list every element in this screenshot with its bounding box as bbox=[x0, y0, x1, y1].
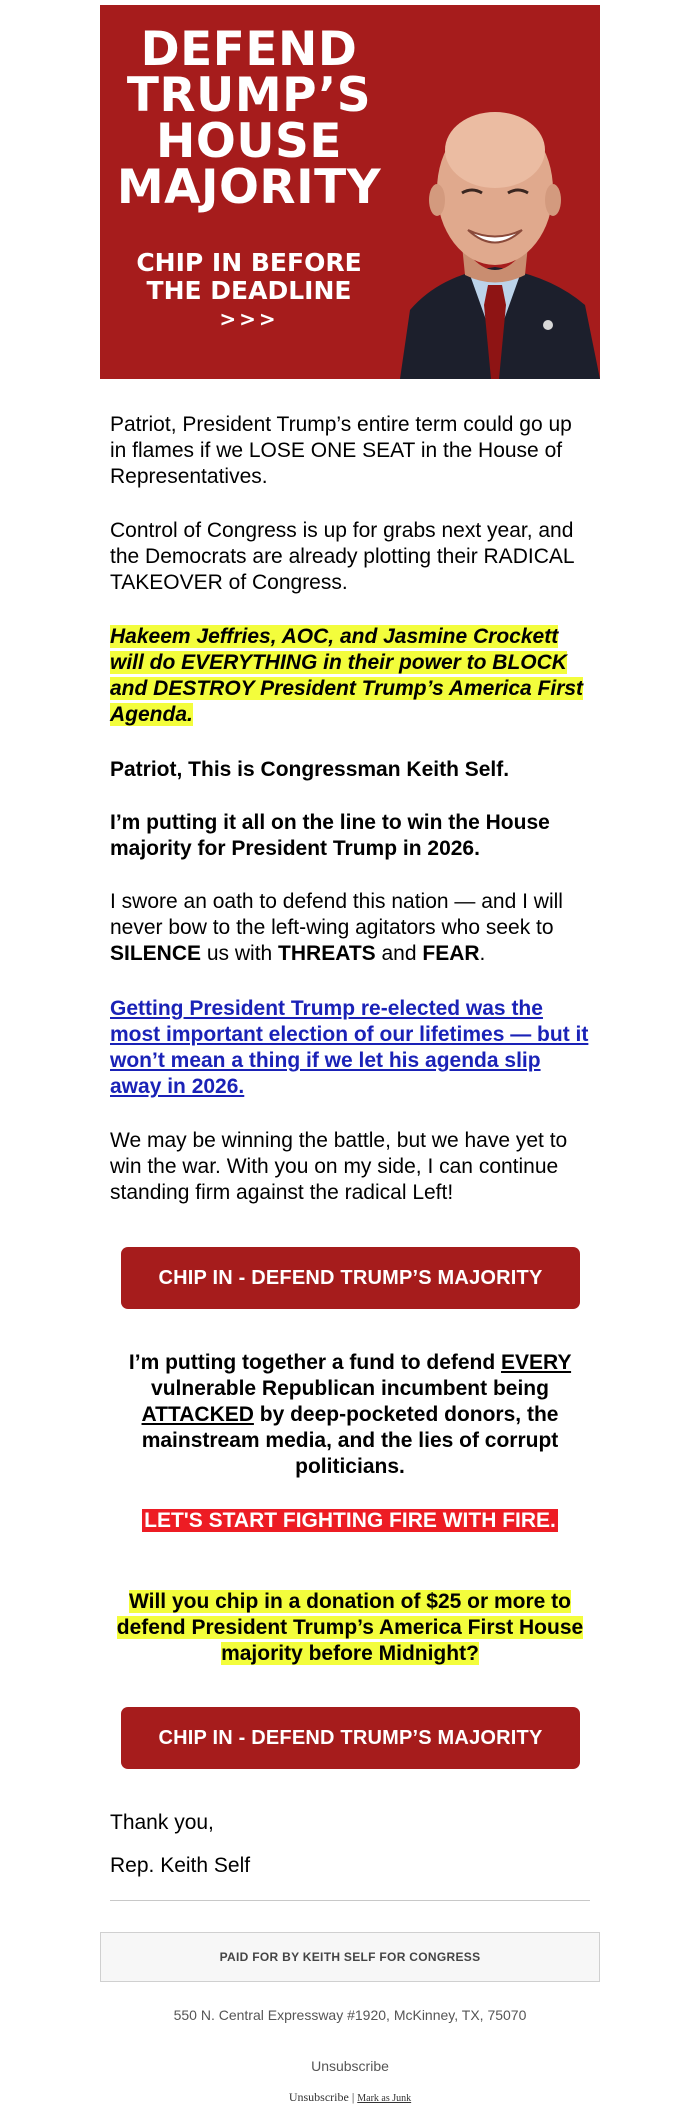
oath-text: I swore an oath to defend this nation — and I will never bow to the left-wing agitators who seek to bbox=[110, 890, 563, 939]
footer-separator: | bbox=[351, 2090, 355, 2104]
chip-in-button[interactable]: CHIP IN - DEFEND TRUMP’S MAJORITY bbox=[121, 1247, 580, 1309]
banner-subtitle bbox=[114, 249, 384, 305]
unsubscribe-link[interactable]: Unsubscribe bbox=[311, 2058, 389, 2074]
donation-ask bbox=[110, 1589, 590, 1667]
battle-paragraph: We may be winning the battle, but we have yet to win the war. With you on my side, I can continue standing firm against the radical Left! bbox=[110, 1129, 568, 1204]
hero-banner[interactable] bbox=[100, 5, 600, 379]
fight-text: LET'S START FIGHTING FIRE WITH FIRE. bbox=[144, 1509, 556, 1532]
oath-text: us with bbox=[201, 942, 279, 965]
banner-headline-line: DEFEND bbox=[140, 22, 358, 77]
introduction-line: Patriot, This is Congressman Keith Self. bbox=[110, 758, 510, 781]
congress-paragraph: Control of Congress is up for grabs next year, and the Democrats are already plotting their RADICAL TAKEOVER of Congress. bbox=[110, 519, 574, 594]
chip-in-button-2[interactable]: CHIP IN - DEFEND TRUMP’S MAJORITY bbox=[121, 1707, 580, 1769]
mailing-address: 550 N. Central Expressway #1920, McKinney, TX, 75070 bbox=[173, 2007, 527, 2023]
oath-emphasis: THREATS bbox=[278, 942, 376, 965]
oath-text: and bbox=[375, 942, 423, 965]
signoff-thanks: Thank you, bbox=[110, 1811, 214, 1834]
fund-text: I’m putting together a fund to defend bbox=[128, 1351, 502, 1374]
oath-emphasis: SILENCE bbox=[110, 942, 202, 965]
divider bbox=[110, 1900, 590, 1901]
banner-sub-line: THE DEADLINE bbox=[146, 276, 352, 305]
donation-ask-text: Will you chip in a donation of $25 or more to defend President Trump’s America First House majority before Midnight? bbox=[116, 1590, 584, 1665]
fight-banner bbox=[110, 1508, 590, 1534]
mark-as-junk-link[interactable]: Mark as Junk bbox=[357, 2093, 412, 2104]
oath-emphasis: FEAR bbox=[422, 942, 480, 965]
donate-link[interactable]: Getting President Trump re-elected was the most important election of our lifetimes — but it won’t mean a thing if we let his agenda slip away in 2026. bbox=[110, 997, 589, 1098]
footer-links bbox=[0, 2090, 700, 2105]
paragraph bbox=[110, 810, 590, 862]
paragraph bbox=[110, 412, 590, 490]
banner-headline-line: HOUSE bbox=[156, 114, 342, 169]
fund-paragraph bbox=[110, 1350, 590, 1480]
fund-text: vulnerable Republican incumbent being bbox=[151, 1377, 549, 1400]
fund-emphasis: ATTACKED bbox=[141, 1403, 254, 1426]
banner-arrows: >>> bbox=[219, 307, 279, 331]
paragraph bbox=[110, 1128, 590, 1206]
fund-text: by deep-pocketed donors, the mainstream media, and the lies of corrupt politicians. bbox=[141, 1403, 559, 1478]
paragraph bbox=[110, 996, 590, 1100]
unsubscribe-link-secondary[interactable]: Unsubscribe bbox=[288, 2090, 349, 2104]
banner-sub-line: CHIP IN BEFORE bbox=[136, 248, 362, 277]
signoff-name: Rep. Keith Self bbox=[110, 1854, 251, 1877]
fund-emphasis: EVERY bbox=[501, 1351, 572, 1374]
highlight-text: Hakeem Jeffries, AOC, and Jasmine Crockett will do EVERYTHING in their power to BLOCK and DESTROY President Trump’s America First Agenda. bbox=[110, 625, 584, 726]
candidate-portrait bbox=[400, 95, 600, 379]
paid-for-disclaimer: PAID FOR BY KEITH SELF FOR CONGRESS bbox=[100, 1932, 600, 1982]
paragraph bbox=[110, 889, 590, 967]
highlighted-paragraph bbox=[110, 624, 590, 728]
commitment-paragraph: I’m putting it all on the line to win the House majority for President Trump in 2026. bbox=[110, 811, 550, 860]
banner-headline bbox=[114, 22, 384, 215]
paragraph bbox=[110, 624, 590, 728]
banner-headline-line: TRUMP’S bbox=[126, 68, 372, 123]
banner-headline-line: MAJORITY bbox=[116, 160, 382, 215]
oath-text: . bbox=[479, 942, 486, 965]
paragraph bbox=[110, 757, 590, 783]
paragraph bbox=[110, 518, 590, 596]
oath-paragraph bbox=[110, 889, 590, 967]
intro-paragraph: Patriot, President Trump’s entire term could go up in flames if we LOSE ONE SEAT in the House of Representatives. bbox=[110, 413, 572, 488]
